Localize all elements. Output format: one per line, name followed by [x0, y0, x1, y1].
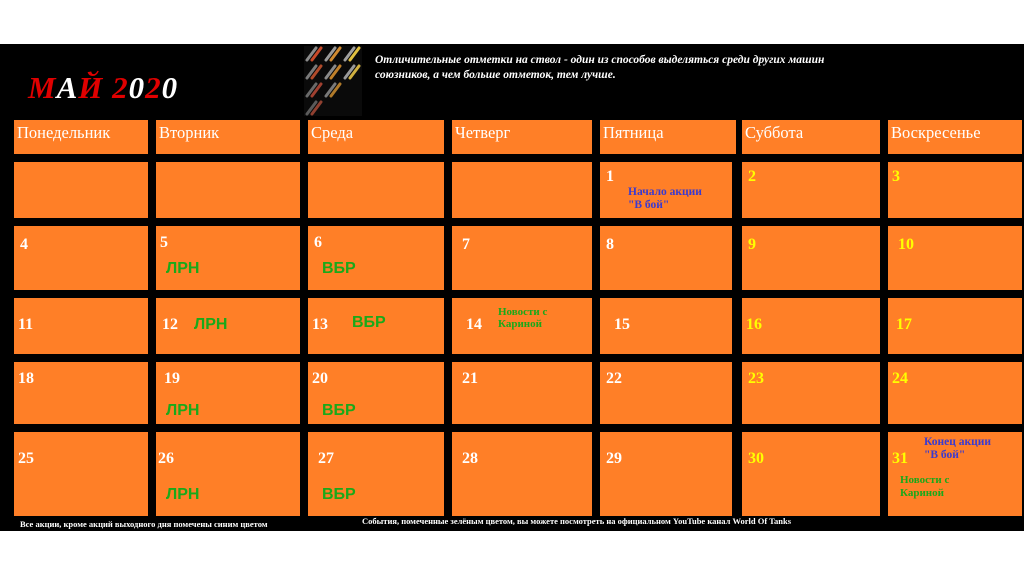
calendar-board [0, 44, 1024, 531]
title-digit: 2 [145, 70, 162, 105]
day-number: 21 [462, 370, 478, 387]
day-number: 7 [462, 236, 470, 253]
day-number: 28 [462, 450, 478, 467]
day-number: 13 [312, 316, 328, 333]
day-number: 18 [18, 370, 34, 387]
day-number: 12 [162, 316, 178, 333]
day-number: 6 [314, 234, 322, 251]
promo-start-label: "В бой" [628, 199, 670, 211]
day-number: 4 [20, 236, 28, 253]
title-space [103, 70, 112, 105]
day-number: 29 [606, 450, 622, 467]
day-cell-3[interactable] [888, 162, 1022, 218]
day-cell-empty[interactable] [14, 162, 148, 218]
day-number: 24 [892, 370, 908, 387]
calendar-title [28, 70, 178, 106]
title-digit: 0 [161, 70, 179, 105]
day-number: 23 [748, 370, 764, 387]
day-number: 27 [318, 450, 334, 467]
day-cell-10[interactable] [888, 226, 1022, 290]
vbr-event-label: ВБР [322, 260, 356, 277]
day-cell-2[interactable] [742, 162, 880, 218]
day-cell-26[interactable] [156, 432, 300, 516]
day-number: 25 [18, 450, 34, 467]
day-cell-1[interactable] [600, 162, 732, 218]
promo-start-label: Начало акции [628, 186, 702, 198]
day-cell-11[interactable] [14, 298, 148, 354]
day-cell-12[interactable] [156, 298, 300, 354]
day-number: 5 [160, 234, 168, 251]
day-cell-24[interactable] [888, 362, 1022, 424]
footer-legend-green: События, помеченные зелёным цветом, вы можете посмотреть на официальном YouTube канал World Of Tanks [362, 516, 792, 526]
news-event-label: Новости с [498, 306, 548, 318]
day-number: 10 [898, 236, 914, 253]
day-number: 1 [606, 168, 614, 185]
day-cell-18[interactable] [14, 362, 148, 424]
day-cell-17[interactable] [888, 298, 1022, 354]
news-event-label: Новости с [900, 474, 950, 486]
day-cell-30[interactable] [742, 432, 880, 516]
news-event-label: Кариной [900, 487, 944, 499]
day-cell-21[interactable] [452, 362, 592, 424]
weekday-header-wednesday: Среда [308, 120, 444, 154]
day-number: 11 [18, 316, 34, 333]
lrn-event-label: ЛРН [166, 402, 200, 419]
day-cell-6[interactable] [308, 226, 444, 290]
day-number: 3 [892, 168, 900, 185]
day-cell-14[interactable] [452, 298, 592, 354]
promo-end-label: "В бой" [924, 449, 966, 461]
gun-marks-image [304, 46, 362, 116]
day-cell-4[interactable] [14, 226, 148, 290]
weekday-header-saturday: Суббота [742, 120, 880, 154]
day-cell-23[interactable] [742, 362, 880, 424]
day-cell-22[interactable] [600, 362, 732, 424]
lrn-event-label: ЛРН [166, 486, 200, 503]
title-digit: 2 [112, 70, 129, 105]
day-cell-15[interactable] [600, 298, 732, 354]
lrn-event-label: ЛРН [194, 316, 228, 333]
day-number: 22 [606, 370, 622, 387]
gun-marks-note: Отличительные отметки на ствол - один из способов выделяться среди других машин союзников, а чем больше отметок, тем лучше. [375, 54, 825, 81]
day-number: 14 [466, 316, 482, 333]
day-number: 2 [748, 168, 756, 185]
day-cell-empty[interactable] [308, 162, 444, 218]
day-number: 8 [606, 236, 614, 253]
day-cell-28[interactable] [452, 432, 592, 516]
day-number: 15 [614, 316, 630, 333]
title-digit: 0 [128, 70, 146, 105]
day-cell-20[interactable] [308, 362, 444, 424]
weekday-header-sunday: Воскресенье [888, 120, 1022, 154]
title-letter: М [28, 70, 57, 105]
day-number: 17 [896, 316, 912, 333]
day-cell-9[interactable] [742, 226, 880, 290]
day-number: 20 [312, 370, 328, 387]
weekday-header-monday: Понедельник [14, 120, 148, 154]
lrn-event-label: ЛРН [166, 260, 200, 277]
weekday-header-tuesday: Вторник [156, 120, 300, 154]
day-number: 19 [164, 370, 180, 387]
day-cell-19[interactable] [156, 362, 300, 424]
day-number: 31 [892, 450, 908, 467]
title-letter: А [56, 70, 79, 105]
day-cell-7[interactable] [452, 226, 592, 290]
day-cell-25[interactable] [14, 432, 148, 516]
day-cell-5[interactable] [156, 226, 300, 290]
day-cell-13[interactable] [308, 298, 444, 354]
day-number: 16 [746, 316, 762, 333]
vbr-event-label: ВБР [352, 314, 386, 331]
vbr-event-label: ВБР [322, 486, 356, 503]
day-number: 30 [748, 450, 764, 467]
footer-legend-blue: Все акции, кроме акций выходного дня помечены синим цветом [20, 519, 268, 529]
day-cell-empty[interactable] [156, 162, 300, 218]
day-cell-8[interactable] [600, 226, 732, 290]
day-cell-27[interactable] [308, 432, 444, 516]
day-cell-29[interactable] [600, 432, 732, 516]
weekday-header-thursday: Четверг [452, 120, 592, 154]
vbr-event-label: ВБР [322, 402, 356, 419]
day-cell-16[interactable] [742, 298, 880, 354]
day-number: 26 [158, 450, 174, 467]
day-number: 9 [748, 236, 756, 253]
day-cell-empty[interactable] [452, 162, 592, 218]
title-letter: Й [78, 70, 104, 105]
promo-end-label: Конец акции [924, 436, 992, 448]
weekday-header-friday: Пятница [600, 120, 736, 154]
news-event-label: Кариной [498, 318, 542, 330]
day-cell-31[interactable] [888, 432, 1022, 516]
